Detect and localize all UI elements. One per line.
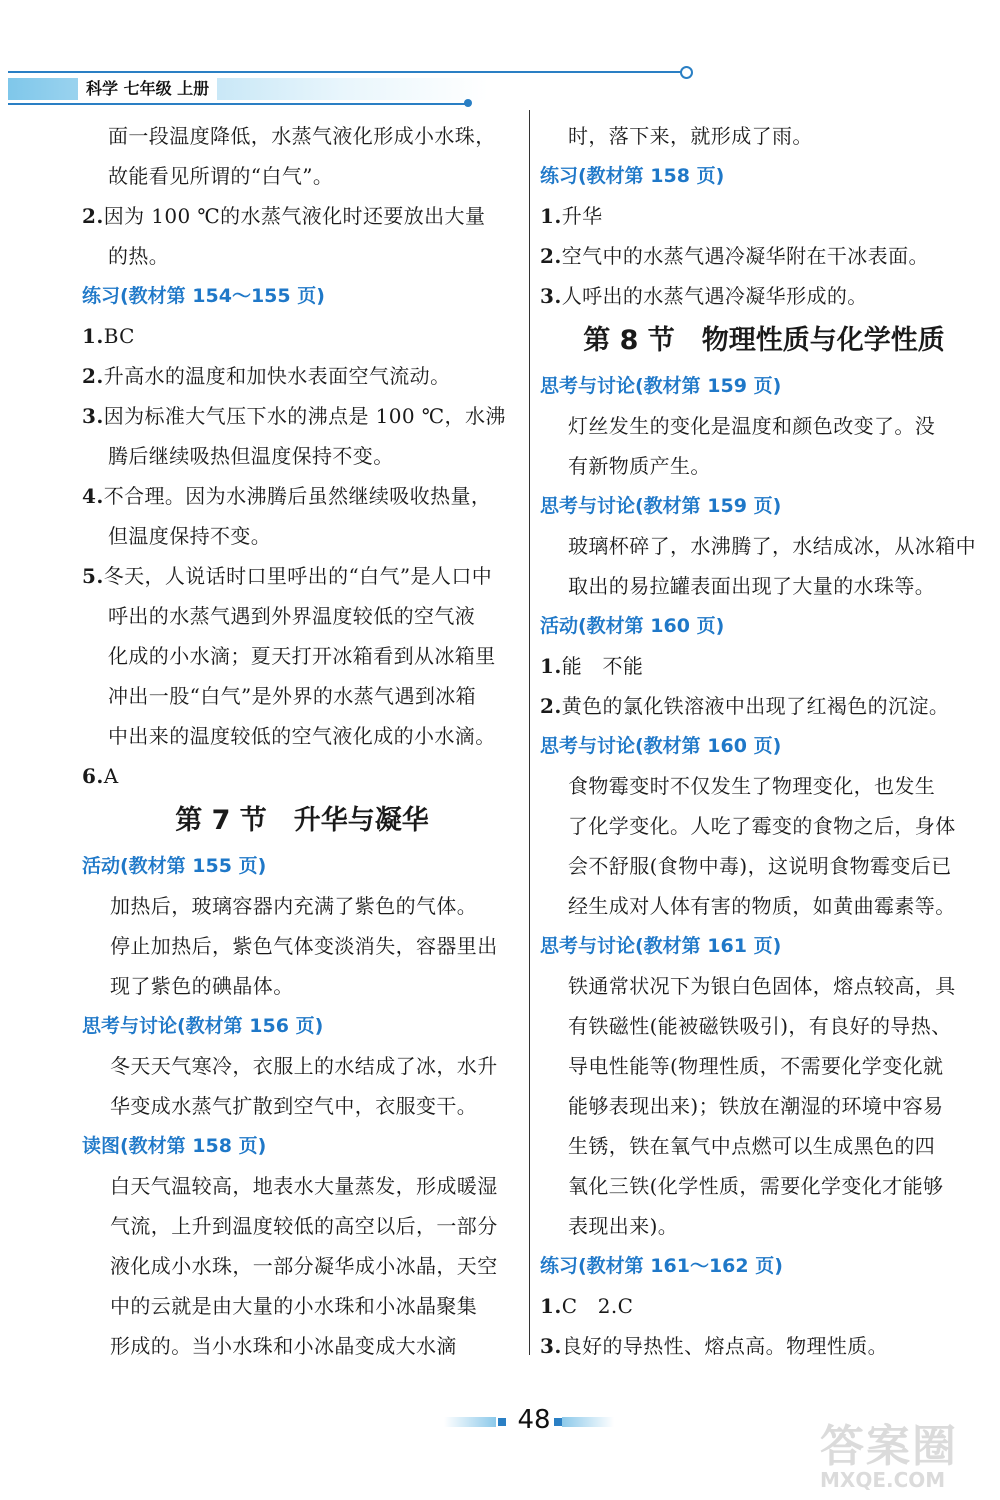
- answer-number: 3.: [540, 284, 562, 308]
- answer-item: [540, 1326, 988, 1366]
- answer-item: [82, 756, 522, 796]
- text-line: 面一段温度降低，水蒸气液化形成小水珠，: [108, 124, 496, 148]
- footer-square: [554, 1418, 562, 1426]
- text-line: 但温度保持不变。: [108, 524, 272, 548]
- column-divider: [529, 110, 530, 1355]
- exercise-heading: 思考与讨论(教材第 161 页): [540, 935, 782, 957]
- right-column: [540, 116, 988, 1366]
- watermark-text: 答案圈: [820, 1421, 958, 1472]
- answer-item: [82, 476, 522, 516]
- answer-number: 3.: [82, 404, 104, 428]
- text-line: 玻璃杯碎了，水沸腾了，水结成冰，从冰箱中: [568, 534, 976, 558]
- answer-text: 冬天，人说话时口里呼出的“白气”是人口中: [103, 564, 493, 588]
- header-title: 科学 七年级 上册: [78, 77, 217, 101]
- exercise-heading: 练习(教材第 154～155 页): [82, 285, 325, 307]
- text-line: 冲出一股“白气”是外界的水蒸气遇到冰箱: [108, 684, 477, 708]
- left-column: [82, 116, 522, 1366]
- answer-text: C 2.C: [561, 1294, 634, 1318]
- exercise-heading: 活动(教材第 155 页): [82, 855, 267, 877]
- answer-item: [82, 316, 522, 356]
- text-line: 液化成小水珠，一部分凝华成小冰晶，天空: [110, 1254, 498, 1278]
- header-ornament-circle: [680, 66, 693, 79]
- text-line: 有新物质产生。: [568, 454, 711, 478]
- text-line: 铁通常状况下为银白色固体，熔点较高，具: [568, 974, 956, 998]
- header-rule-top: [8, 71, 684, 73]
- answer-text: A: [103, 764, 119, 788]
- text-line: 氧化三铁(化学性质，需要化学变化才能够: [568, 1174, 944, 1198]
- footer-band-left: [444, 1417, 496, 1427]
- answer-number: 4.: [82, 484, 104, 508]
- watermark-url: MXQE.COM: [820, 1468, 946, 1492]
- text-line: 导电性能等(物理性质，不需要化学变化就: [568, 1054, 944, 1078]
- answer-number: 2.: [82, 364, 104, 388]
- footer-square: [498, 1418, 506, 1426]
- text-line: 取出的易拉罐表面出现了大量的水珠等。: [568, 574, 936, 598]
- text-line: 生锈，铁在氧气中点燃可以生成黑色的四: [568, 1134, 936, 1158]
- exercise-heading: 练习(教材第 158 页): [540, 165, 725, 187]
- answer-number: 2.: [540, 244, 562, 268]
- answer-number: 1.: [540, 204, 562, 228]
- text-line: 有铁磁性(能被磁铁吸引)，有良好的导热、: [568, 1014, 952, 1038]
- exercise-heading: 思考与讨论(教材第 159 页): [540, 495, 782, 517]
- answer-text: 黄色的氯化铁溶液中出现了红褐色的沉淀。: [561, 694, 950, 718]
- text-line: 食物霉变时不仅发生了物理变化，也发生: [568, 774, 936, 798]
- answer-item: [82, 396, 522, 436]
- text-line: 中的云就是由大量的小水珠和小冰晶聚集: [110, 1294, 478, 1318]
- text-line: 的热。: [108, 244, 170, 268]
- answer-item: [540, 686, 988, 726]
- text-line: 冬天天气寒冷，衣服上的水结成了冰，水升: [110, 1054, 498, 1078]
- footer-band-right: [562, 1417, 614, 1427]
- answer-text: 人呼出的水蒸气遇冷凝华形成的。: [561, 284, 868, 308]
- exercise-heading: 思考与讨论(教材第 156 页): [82, 1015, 324, 1037]
- text-line: 华变成水蒸气扩散到空气中，衣服变干。: [110, 1094, 478, 1118]
- text-line: 化成的小水滴；夏天打开冰箱看到从冰箱里: [108, 644, 496, 668]
- watermark-logo: [820, 1410, 990, 1494]
- section-title: 第 7 节 升华与凝华: [175, 805, 429, 836]
- page-header: [0, 66, 700, 106]
- text-line: 故能看见所谓的“白气”。: [108, 164, 334, 188]
- answer-text: 空气中的水蒸气遇冷凝华附在干冰表面。: [561, 244, 929, 268]
- text-line: 了化学变化。人吃了霉变的食物之后，身体: [568, 814, 956, 838]
- answer-number: 6.: [82, 764, 104, 788]
- exercise-heading: 活动(教材第 160 页): [540, 615, 725, 637]
- text-line: 现了紫色的碘晶体。: [110, 974, 294, 998]
- answer-item: [82, 556, 522, 596]
- answer-item: [540, 276, 988, 316]
- text-line: 停止加热后，紫色气体变淡消失，容器里出: [110, 934, 498, 958]
- exercise-heading: 思考与讨论(教材第 160 页): [540, 735, 782, 757]
- page-footer: [440, 1405, 640, 1441]
- text-line: 会不舒服(食物中毒)，这说明食物霉变后已: [568, 854, 952, 878]
- answer-number: 2.: [540, 694, 562, 718]
- text-line: 中出来的温度较低的空气液化成的小水滴。: [108, 724, 496, 748]
- answer-number: 1.: [540, 1294, 562, 1318]
- answer-item: [82, 196, 522, 236]
- answer-item: [82, 356, 522, 396]
- exercise-heading: 思考与讨论(教材第 159 页): [540, 375, 782, 397]
- page-number: 48: [517, 1405, 551, 1435]
- answer-text: 因为 100 ℃的水蒸气液化时还要放出大量: [103, 204, 486, 228]
- answer-number: 1.: [540, 654, 562, 678]
- text-line: 表现出来)。: [568, 1214, 679, 1238]
- text-line: 气流，上升到温度较低的高空以后，一部分: [110, 1214, 498, 1238]
- text-line: 时，落下来，就形成了雨。: [568, 124, 813, 148]
- answer-number: 2.: [82, 204, 104, 228]
- section-title: 第 8 节 物理性质与化学性质: [583, 325, 945, 356]
- exercise-heading: 练习(教材第 161～162 页): [540, 1255, 783, 1277]
- text-line: 腾后继续吸热但温度保持不变。: [108, 444, 394, 468]
- text-line: 灯丝发生的变化是温度和颜色改变了。没: [568, 414, 936, 438]
- answer-item: [540, 196, 988, 236]
- answer-text: 能 不能: [561, 654, 644, 678]
- answer-item: [540, 646, 988, 686]
- answer-text: 因为标准大气压下水的沸点是 100 ℃，水沸: [103, 404, 506, 428]
- answer-text: BC: [103, 324, 135, 348]
- text-line: 形成的。当小水珠和小冰晶变成大水滴: [110, 1334, 457, 1358]
- header-rule-bottom: [8, 103, 468, 105]
- text-line: 呼出的水蒸气遇到外界温度较低的空气液: [108, 604, 476, 628]
- answer-number: 1.: [82, 324, 104, 348]
- answer-number: 5.: [82, 564, 104, 588]
- answer-item: [540, 236, 988, 276]
- exercise-heading: 读图(教材第 158 页): [82, 1135, 267, 1157]
- text-line: 白天气温较高，地表水大量蒸发，形成暖湿: [110, 1174, 498, 1198]
- text-line: 能够表现出来)；铁放在潮湿的环境中容易: [568, 1094, 944, 1118]
- answer-number: 3.: [540, 1334, 562, 1358]
- answer-item: [540, 1286, 988, 1326]
- header-ornament-dot: [464, 99, 472, 107]
- text-line: 加热后，玻璃容器内充满了紫色的气体。: [110, 894, 478, 918]
- text-line: 经生成对人体有害的物质，如黄曲霉素等。: [568, 894, 956, 918]
- answer-text: 升华: [561, 204, 603, 228]
- answer-text: 良好的导热性、熔点高。物理性质。: [561, 1334, 889, 1358]
- answer-text: 升高水的温度和加快水表面空气流动。: [103, 364, 451, 388]
- answer-text: 不合理。因为水沸腾后虽然继续吸收热量，: [103, 484, 492, 508]
